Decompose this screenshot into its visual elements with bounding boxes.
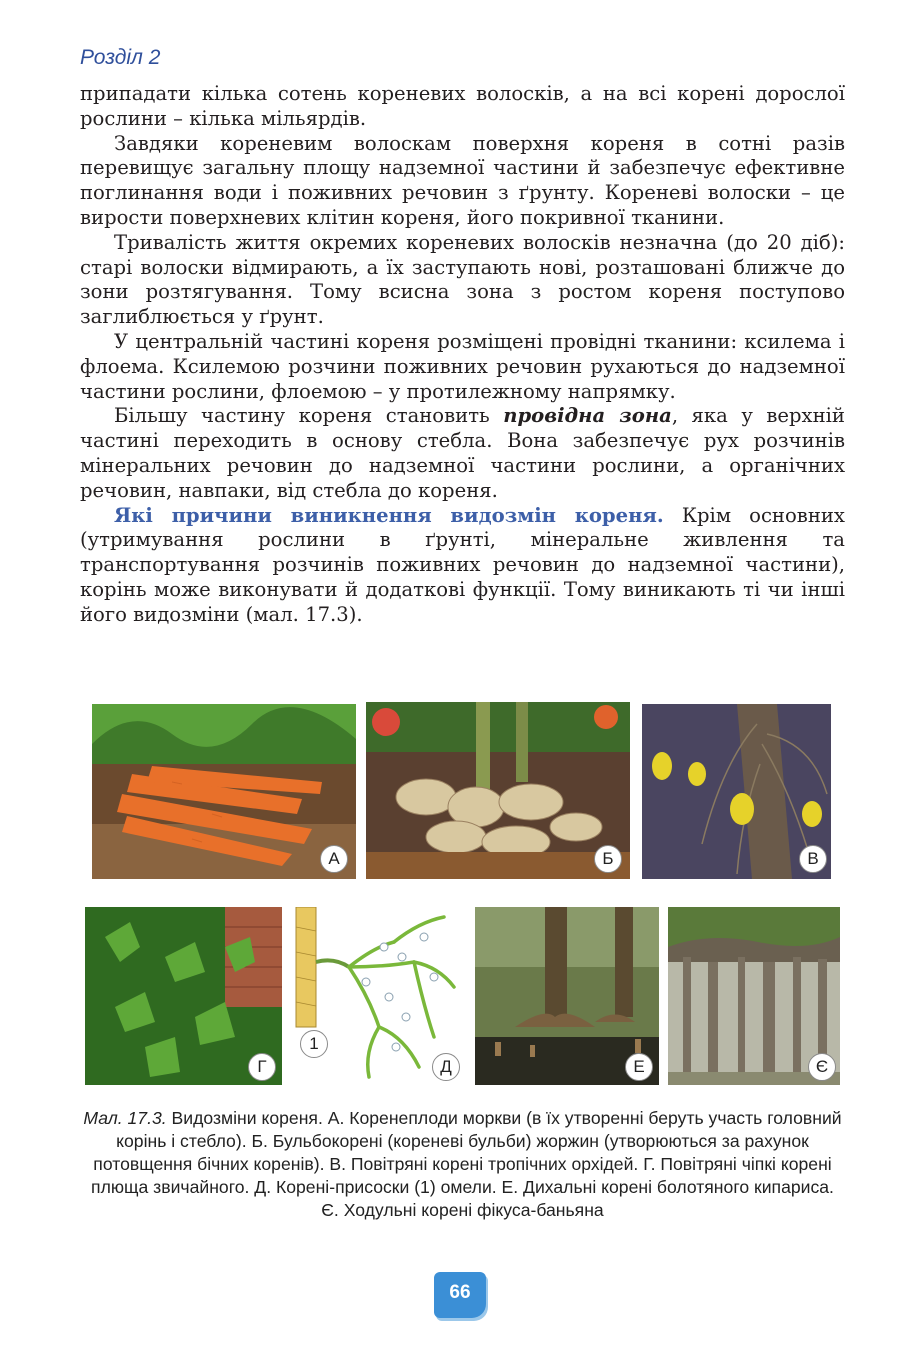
paragraph-5 (80, 404, 845, 503)
subsection-heading: Які причини виникнення видозмін кореня. (114, 503, 664, 527)
orchid-photo (642, 704, 831, 879)
banyan-photo (668, 907, 840, 1085)
label-e: Е (625, 1053, 653, 1081)
swamp-cypress-photo (475, 907, 659, 1085)
page-number: 66 (434, 1272, 486, 1318)
carrot-photo (92, 704, 356, 879)
conducting-zone-term: провідна зона (503, 404, 672, 428)
dahlia-tuber-photo (366, 702, 630, 879)
paragraph-1: припадати кілька сотень кореневих волосків, а на всі корені дорослої рослини – кілька мільярдів. (80, 82, 845, 130)
label-sucker-1: 1 (300, 1030, 328, 1058)
label-a: А (320, 845, 348, 873)
label-v: В (799, 845, 827, 873)
label-d: Д (432, 1053, 460, 1081)
mistletoe-diagram (294, 907, 466, 1085)
paragraph-3: Тривалість життя окремих кореневих волосків незначна (до 20 діб): старі волоски відмирають, а їх заступають нові, розташовані ближче до зони розтягування. Тому всисна зона з ростом кореня поступово заглиблюється у ґрунт. (80, 230, 845, 329)
caption-lead: Мал. 17.3. (83, 1108, 167, 1128)
label-b: Б (594, 845, 622, 873)
label-ye: Є (808, 1053, 836, 1081)
body-text (80, 82, 845, 628)
figure-caption (80, 1107, 845, 1222)
paragraph-4: У центральній частині кореня розміщені провідні тканини: ксилема і флоема. Ксилемою розчини поживних речовин рухаються до надземної частини рослини, флоемою – у протилежному напрямку. (80, 329, 845, 403)
caption-text: Видозміни кореня. А. Коренеплоди моркви (в їх утворенні беруть участь головний корінь і стебло). Б. Бульбокорені (кореневі бульби) жоржин (утворюються за рахунок потовщення бічних коренів). В. Повітряні корені тропічних орхідей. Г. Повітряні чіпкі корені плюща звичайного. Д. Корені-присоски (1) омели. Е. Дихальні корені болотяного кипариса. Є. Ходульні корені фікуса-баньяна (91, 1108, 842, 1220)
paragraph-5-end: , яка у верхній частині переходить в основу стебла. Вона забезпечує рух розчинів мінеральних речовин до надземної частини рослини, а органічних речовин, навпаки, від стебла до кореня. (80, 404, 845, 502)
paragraph-2: Завдяки кореневим волоскам поверхня кореня в сотні разів перевищує загальну площу надземної частини й забезпечує ефективне поглинання води і поживних речовин з ґрунту. Кореневі волоски – це вирости поверхневих клітин кореня, його покривної тканини. (80, 131, 845, 229)
paragraph-6-text: Крім основних (утримування рослини в ґрунті, мінеральне живлення та транспортування розчинів поживних речовин до надземної частини), корінь може виконувати й додаткові функції. Тому виникають ті чи інші його видозміни (мал. 17.3). (80, 503, 845, 626)
ivy-photo (85, 907, 282, 1085)
label-g: Г (248, 1053, 276, 1081)
paragraph-6 (80, 504, 845, 628)
paragraph-5-start: Більшу частину кореня становить (114, 404, 504, 428)
section-header: Розділ 2 (80, 46, 161, 69)
